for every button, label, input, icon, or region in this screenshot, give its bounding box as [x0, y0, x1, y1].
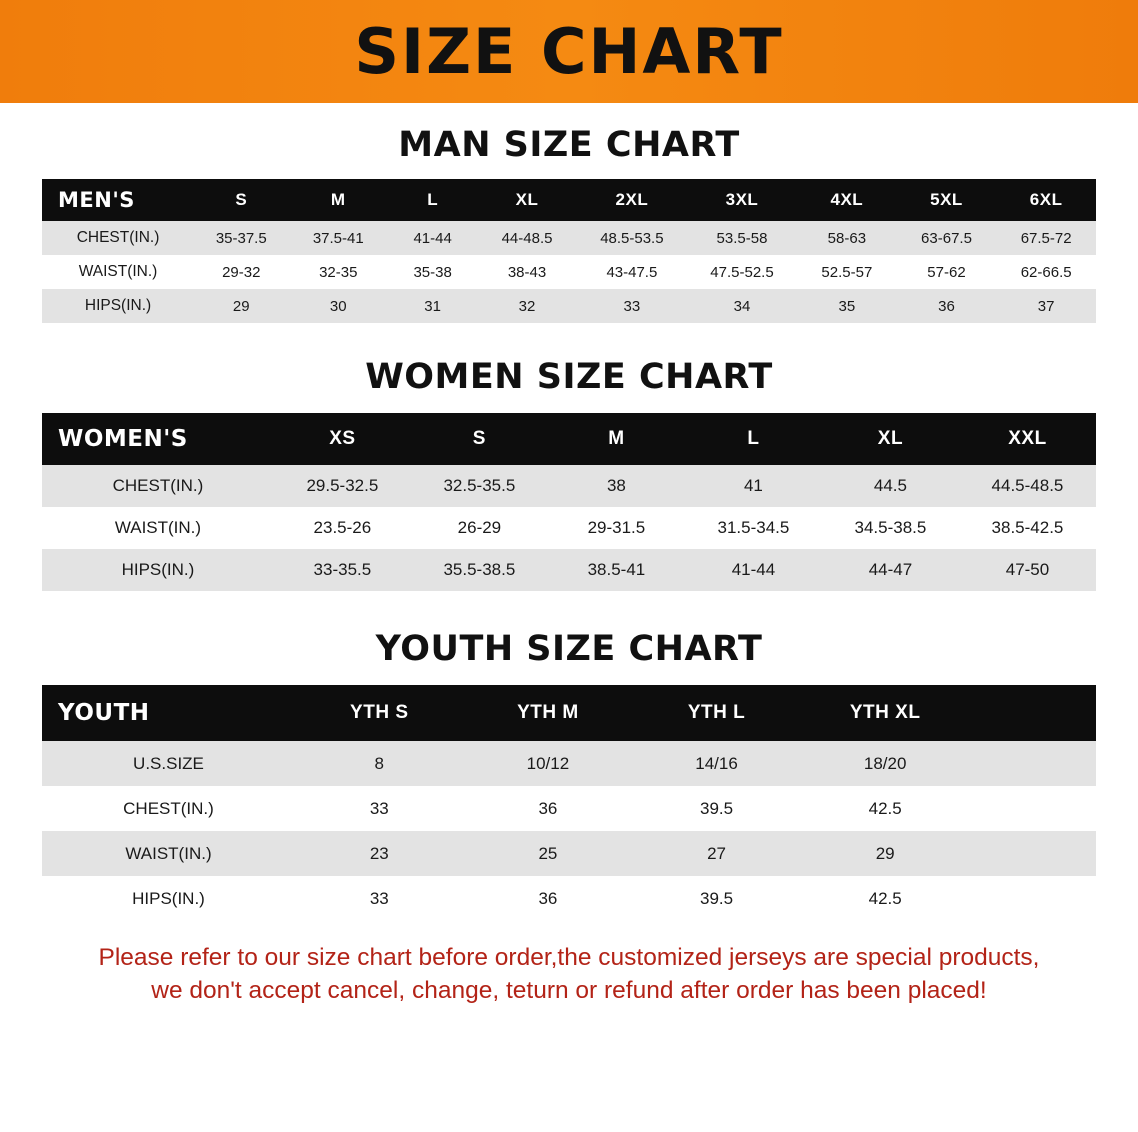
banner-title: SIZE CHART: [354, 14, 784, 88]
table-cell: 29.5-32.5: [274, 465, 411, 507]
youth-section-title: YOUTH SIZE CHART: [375, 629, 763, 669]
table-cell: 33-35.5: [274, 549, 411, 591]
table-cell: 30: [288, 289, 388, 323]
table-cell: 44.5-48.5: [959, 465, 1096, 507]
table-cell: 32: [477, 289, 577, 323]
table-cell: 44-47: [822, 549, 959, 591]
row-label: WAIST(IN.): [42, 507, 274, 549]
table-cell: 32.5-35.5: [411, 465, 548, 507]
men-table-head: [42, 179, 1096, 221]
table-cell-empty: [969, 831, 1096, 876]
men-table-wrap: [0, 179, 1138, 323]
table-cell: 35-37.5: [194, 221, 288, 255]
note-line-1: Please refer to our size chart before order,the customized jerseys are special products,: [98, 944, 1040, 971]
column-header: YTH S: [295, 685, 464, 741]
table-cell: 41: [685, 465, 822, 507]
table-cell: 34: [687, 289, 797, 323]
table-row: [42, 507, 1096, 549]
column-header: YTH M: [464, 685, 633, 741]
youth-table-head: [42, 685, 1096, 741]
table-cell: 35: [797, 289, 897, 323]
row-label: CHEST(IN.): [42, 221, 194, 255]
table-cell: 67.5-72: [996, 221, 1096, 255]
man-section-title: MAN SIZE CHART: [398, 125, 740, 165]
table-cell: 38.5-42.5: [959, 507, 1096, 549]
table-cell: 38-43: [477, 255, 577, 289]
table-cell: 33: [295, 786, 464, 831]
column-header: XL: [477, 179, 577, 221]
table-cell: 44-48.5: [477, 221, 577, 255]
table-row: [42, 876, 1096, 921]
table-cell: 33: [577, 289, 687, 323]
table-cell: 39.5: [632, 876, 801, 921]
table-cell: 10/12: [464, 741, 633, 786]
table-cell: 57-62: [897, 255, 997, 289]
table-header-row: [42, 179, 1096, 221]
table-cell: 29-32: [194, 255, 288, 289]
table-cell: 29-31.5: [548, 507, 685, 549]
table-cell: 27: [632, 831, 801, 876]
column-header: 2XL: [577, 179, 687, 221]
table-cell: 48.5-53.5: [577, 221, 687, 255]
table-cell: 52.5-57: [797, 255, 897, 289]
table-cell: 53.5-58: [687, 221, 797, 255]
table-cell: 35.5-38.5: [411, 549, 548, 591]
column-header: M: [288, 179, 388, 221]
women-table-body: [42, 465, 1096, 591]
table-row: [42, 465, 1096, 507]
table-corner-label: WOMEN'S: [42, 413, 274, 465]
column-header: M: [548, 413, 685, 465]
table-corner-label: YOUTH: [42, 685, 295, 741]
table-corner-label: MEN'S: [42, 179, 194, 221]
table-cell: 37: [996, 289, 1096, 323]
youth-size-table: [42, 685, 1096, 921]
column-header: 4XL: [797, 179, 897, 221]
table-cell-empty: [969, 741, 1096, 786]
table-cell: 33: [295, 876, 464, 921]
table-cell: 36: [464, 876, 633, 921]
table-cell: 38.5-41: [548, 549, 685, 591]
women-section-title: WOMEN SIZE CHART: [365, 357, 773, 397]
row-label: HIPS(IN.): [42, 289, 194, 323]
table-cell-empty: [969, 876, 1096, 921]
table-cell: 58-63: [797, 221, 897, 255]
column-header: 3XL: [687, 179, 797, 221]
table-cell: 36: [464, 786, 633, 831]
table-header-row: [42, 685, 1096, 741]
row-label: WAIST(IN.): [42, 255, 194, 289]
column-header: L: [685, 413, 822, 465]
women-table-wrap: [0, 413, 1138, 591]
table-cell: 23: [295, 831, 464, 876]
table-cell: 36: [897, 289, 997, 323]
table-row: [42, 831, 1096, 876]
column-header: S: [194, 179, 288, 221]
table-cell: 14/16: [632, 741, 801, 786]
women-size-table: [42, 413, 1096, 591]
table-cell: 42.5: [801, 786, 970, 831]
table-cell: 35-38: [388, 255, 477, 289]
table-cell: 62-66.5: [996, 255, 1096, 289]
table-cell: 37.5-41: [288, 221, 388, 255]
table-cell: 29: [801, 831, 970, 876]
women-table-head: [42, 413, 1096, 465]
table-row: [42, 786, 1096, 831]
table-row: [42, 221, 1096, 255]
table-cell-empty: [969, 786, 1096, 831]
row-label: WAIST(IN.): [42, 831, 295, 876]
column-header: L: [388, 179, 477, 221]
table-row: [42, 741, 1096, 786]
column-header: 6XL: [996, 179, 1096, 221]
table-cell: 42.5: [801, 876, 970, 921]
column-header: 5XL: [897, 179, 997, 221]
table-cell: 63-67.5: [897, 221, 997, 255]
table-cell: 26-29: [411, 507, 548, 549]
column-header: XL: [822, 413, 959, 465]
row-label: CHEST(IN.): [42, 465, 274, 507]
column-header: YTH XL: [801, 685, 970, 741]
column-header-empty: [969, 685, 1096, 741]
note-line-2: we don't accept cancel, change, teturn or refund after order has been placed!: [151, 977, 987, 1005]
row-label: HIPS(IN.): [42, 549, 274, 591]
table-header-row: [42, 413, 1096, 465]
table-cell: 31: [388, 289, 477, 323]
table-row: [42, 549, 1096, 591]
column-header: XS: [274, 413, 411, 465]
table-row: [42, 289, 1096, 323]
table-cell: 34.5-38.5: [822, 507, 959, 549]
column-header: YTH L: [632, 685, 801, 741]
table-cell: 18/20: [801, 741, 970, 786]
table-cell: 8: [295, 741, 464, 786]
row-label: HIPS(IN.): [42, 876, 295, 921]
men-size-table: [42, 179, 1096, 323]
table-cell: 41-44: [685, 549, 822, 591]
order-policy-note: [0, 941, 1138, 1007]
column-header: S: [411, 413, 548, 465]
youth-table-wrap: [0, 685, 1138, 921]
table-cell: 29: [194, 289, 288, 323]
table-cell: 47-50: [959, 549, 1096, 591]
table-row: [42, 255, 1096, 289]
men-table-body: [42, 221, 1096, 323]
table-cell: 23.5-26: [274, 507, 411, 549]
table-cell: 47.5-52.5: [687, 255, 797, 289]
table-cell: 32-35: [288, 255, 388, 289]
row-label: U.S.SIZE: [42, 741, 295, 786]
table-cell: 41-44: [388, 221, 477, 255]
row-label: CHEST(IN.): [42, 786, 295, 831]
table-cell: 31.5-34.5: [685, 507, 822, 549]
banner: [0, 0, 1138, 103]
youth-table-body: [42, 741, 1096, 921]
table-cell: 38: [548, 465, 685, 507]
column-header: XXL: [959, 413, 1096, 465]
table-cell: 25: [464, 831, 633, 876]
table-cell: 44.5: [822, 465, 959, 507]
table-cell: 43-47.5: [577, 255, 687, 289]
table-cell: 39.5: [632, 786, 801, 831]
